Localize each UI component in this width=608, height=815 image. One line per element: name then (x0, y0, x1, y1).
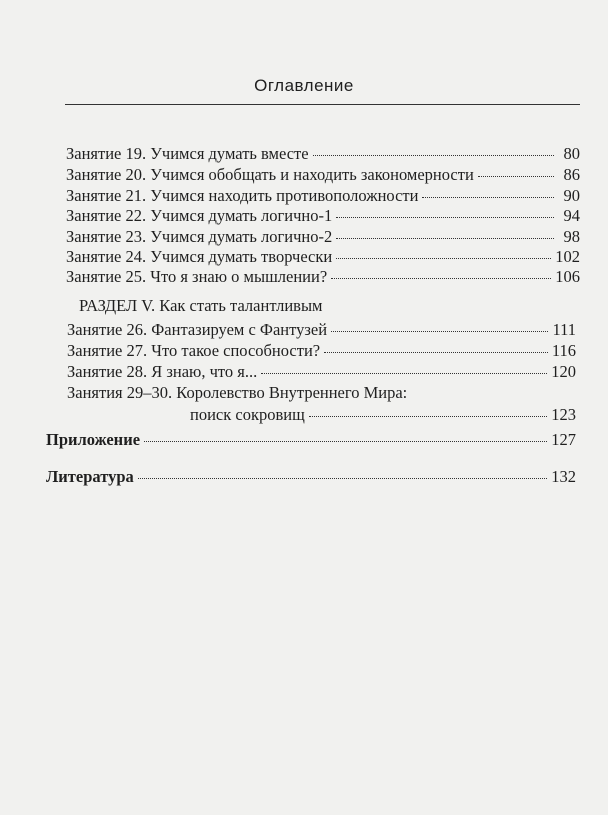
toc-leader (324, 352, 548, 353)
toc-appendix-page: 127 (551, 430, 576, 449)
toc-entry-title: Занятие 25. Что я знаю о мышлении? (66, 267, 328, 286)
toc-entry-title: Занятие 28. Я знаю, что я... (67, 362, 258, 381)
toc-leader (422, 197, 554, 198)
toc-entry (66, 144, 580, 164)
toc-entry (67, 341, 576, 361)
toc-literature (46, 467, 576, 487)
toc-entry-title: Занятие 20. Учимся обобщать и находить закономерности (66, 165, 474, 184)
toc-entry (66, 227, 580, 247)
toc-leader (138, 478, 547, 479)
toc-entry (66, 206, 580, 226)
toc-leader (313, 155, 554, 156)
toc-entry-title: Занятие 19. Учимся думать вместе (66, 144, 309, 163)
toc-leader (336, 238, 554, 239)
toc-leader (478, 176, 554, 177)
toc-leader (331, 331, 548, 332)
toc-entry-title: Занятие 26. Фантазируем с Фантузей (67, 320, 328, 339)
toc-entry-title: Занятие 23. Учимся думать логично-2 (66, 227, 333, 246)
toc-appendix-title: Приложение (46, 430, 141, 449)
toc-entry-page: 111 (552, 320, 576, 339)
toc-appendix (46, 430, 576, 450)
toc-entry (66, 247, 580, 267)
toc-entry-continuation (190, 405, 576, 425)
toc-entry-title: Занятие 21. Учимся находить противоположности (66, 186, 419, 205)
toc-entry (67, 320, 576, 340)
toc-entry-page: 102 (555, 247, 580, 266)
toc-entry-page: 94 (563, 206, 580, 225)
toc-leader (331, 278, 551, 279)
page-header: Оглавление (254, 76, 354, 95)
toc-entry-page: 98 (563, 227, 580, 246)
toc-entry-title: Занятие 27. Что такое способности? (67, 341, 321, 360)
toc-entry-page: 120 (551, 362, 576, 381)
toc-entry-page: 90 (563, 186, 580, 205)
toc-entry (66, 267, 580, 287)
toc-leader (261, 373, 547, 374)
toc-entry (66, 186, 580, 206)
toc-literature-title: Литература (46, 467, 134, 486)
toc-entry (67, 362, 576, 382)
toc-entry-page: 106 (555, 267, 580, 286)
toc-entry (66, 165, 580, 185)
toc-entry-page: 123 (551, 405, 576, 424)
toc-entry (67, 383, 576, 403)
toc-leader (336, 217, 554, 218)
toc-entry-page: 80 (563, 144, 580, 163)
header-rule (65, 104, 580, 105)
toc-leader (309, 416, 547, 417)
toc-entry-title: Занятие 22. Учимся думать логично-1 (66, 206, 333, 225)
toc-entry-title: Занятия 29–30. Королевство Внутреннего Мира: (67, 383, 408, 402)
toc-entry-page: 86 (563, 165, 580, 184)
toc-entry-title: поиск сокровищ (190, 405, 305, 424)
section-heading: РАЗДЕЛ V. Как стать талантливым (79, 296, 323, 315)
toc-leader (336, 258, 551, 259)
toc-entry-title: Занятие 24. Учимся думать творчески (66, 247, 333, 266)
toc-entry-page: 116 (551, 341, 576, 360)
toc-literature-page: 132 (551, 467, 576, 486)
toc-leader (144, 441, 547, 442)
